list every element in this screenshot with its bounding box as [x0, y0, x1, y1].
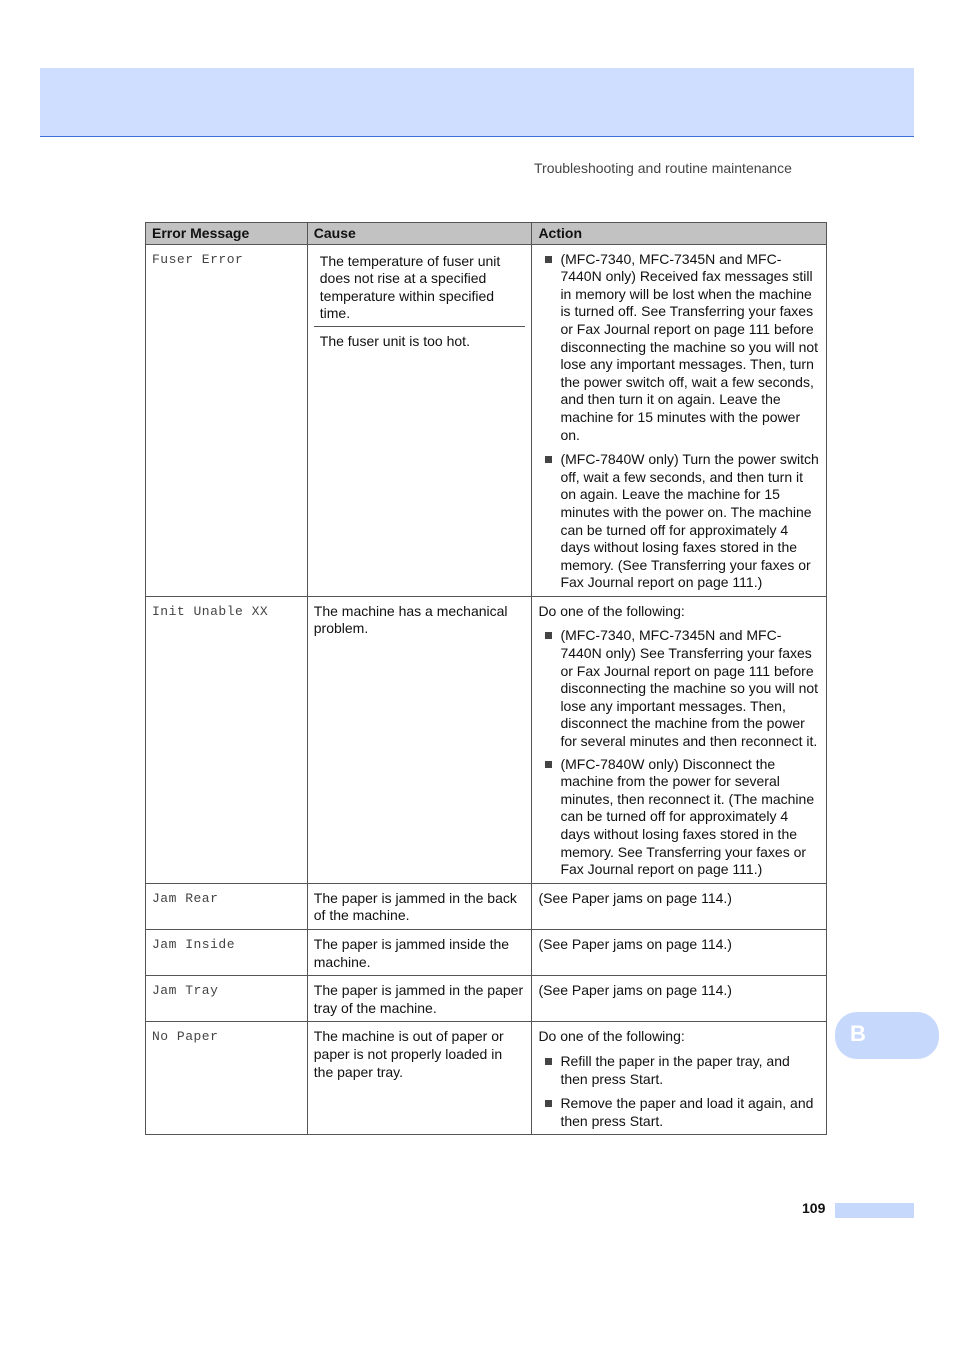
action-lead: Do one of the following: — [538, 602, 685, 619]
action-text: (MFC-7840W only) Turn the power switch off, wait a few seconds, and then turn it on again. Leave the machine for 15 minutes with the power on. The machine can be turned off for approximately 4 days without losing faxes stored in the memory. (See Transferring your faxes or Fax Journal report on page 111.) — [560, 451, 819, 591]
cause-text: The paper is jammed in the paper tray of the machine. — [307, 976, 532, 1022]
action-text: (MFC-7840W only) Disconnect the machine from the power for several minutes, then reconnect it. (The machine can be turned off for approximately 4 days without losing faxes stored in the memory. See Transferring your faxes or Fax Journal report on page 111.) — [560, 755, 815, 878]
header-band — [40, 68, 914, 137]
chapter-tab: B — [835, 1012, 939, 1059]
column-header-action: Action — [532, 223, 827, 245]
action-text: (MFC-7340, MFC-7345N and MFC-7440N only) See Transferring your faxes or Fax Journal report on page 111 before disconnecting the machine so you will not lose any important messages. Then, disconnect the machine from the power for several minutes and then reconnect it. — [560, 627, 819, 750]
list-item — [538, 1095, 820, 1130]
action-text: (See Paper jams on page 114.) — [532, 883, 827, 929]
square-bullet-icon — [545, 1058, 552, 1065]
cause-text: The fuser unit is too hot. — [314, 326, 526, 354]
error-code: Jam Tray — [146, 976, 308, 1022]
error-code: Jam Rear — [146, 883, 308, 929]
cause-text: The paper is jammed inside the machine. — [307, 929, 532, 975]
running-head: Troubleshooting and routine maintenance — [534, 160, 792, 176]
column-header-error-message: Error Message — [146, 223, 308, 245]
list-item — [538, 756, 820, 879]
table-row — [146, 596, 827, 883]
square-bullet-icon — [545, 456, 552, 463]
table-header-row — [146, 223, 827, 245]
action-list — [538, 251, 820, 592]
list-item — [538, 1053, 820, 1088]
table-row — [146, 976, 827, 1022]
page-number: 109 — [802, 1200, 826, 1216]
cause-text: The paper is jammed in the back of the machine. — [307, 883, 532, 929]
list-item — [538, 251, 820, 445]
action-text: Refill the paper in the paper tray, and then press Start. — [560, 1052, 790, 1087]
square-bullet-icon — [545, 632, 552, 639]
cause-text: The machine has a mechanical problem. — [307, 596, 532, 883]
cause-text: The temperature of fuser unit does not rise at a specified temperature within specified time. — [319, 252, 501, 322]
page-number-bar — [835, 1203, 914, 1218]
action-text: (See Paper jams on page 114.) — [532, 976, 827, 1022]
error-code: Jam Inside — [146, 929, 308, 975]
action-list — [538, 1053, 820, 1130]
action-cell — [532, 244, 827, 596]
table-row — [146, 1022, 827, 1135]
table-row — [146, 929, 827, 975]
action-text: Remove the paper and load it again, and then press Start. — [560, 1095, 814, 1129]
error-code: Init Unable XX — [146, 596, 308, 883]
column-header-cause: Cause — [307, 223, 532, 245]
error-message-table — [145, 222, 827, 1135]
action-lead: Do one of the following: — [538, 1028, 685, 1045]
table-row — [146, 883, 827, 929]
action-text: (MFC-7340, MFC-7345N and MFC-7440N only) Received fax messages still in memory will be lost when the machine is turned off. See Transferring your faxes or Fax Journal report on page 111 before disconnecting the machine so you will not lose any important messages. Then, turn the power switch off, wait a few seconds, and then turn it on again. Leave the machine for 15 minutes with the power on. — [560, 250, 819, 443]
action-list — [538, 627, 820, 878]
square-bullet-icon — [545, 256, 552, 263]
list-item — [538, 627, 820, 750]
cause-cell — [307, 244, 532, 596]
action-text: (See Paper jams on page 114.) — [532, 929, 827, 975]
action-cell — [532, 596, 827, 883]
action-cell — [532, 1022, 827, 1135]
error-code: No Paper — [146, 1022, 308, 1135]
list-item — [538, 451, 820, 592]
square-bullet-icon — [545, 761, 552, 768]
square-bullet-icon — [545, 1100, 552, 1107]
error-code: Fuser Error — [146, 244, 308, 596]
table-row — [146, 244, 827, 596]
cause-text: The machine is out of paper or paper is not properly loaded in the paper tray. — [307, 1022, 532, 1135]
